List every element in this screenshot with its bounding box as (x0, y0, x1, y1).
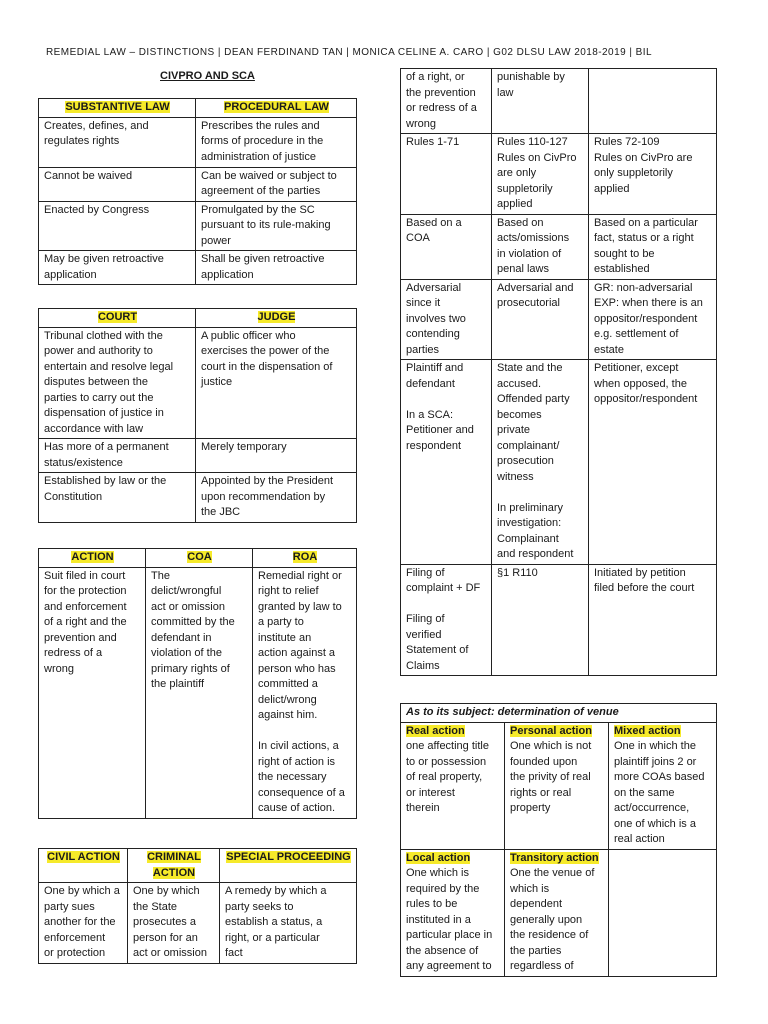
table-cell: Based on acts/omissions in violation of penal laws (492, 214, 589, 279)
label-mixed-action: Mixed action (614, 724, 681, 737)
table-cell: Based on a particular fact, status or a right sought to be established (589, 214, 717, 279)
table-cell: of a right, or the prevention or redress of a wrong (401, 69, 492, 134)
action-coa-roa-table (38, 548, 357, 819)
substantive-procedural-table (38, 98, 357, 285)
table-cell (609, 849, 717, 976)
table-row (401, 722, 717, 849)
table-cell: One by which the State prosecutes a person for an act or omission (128, 883, 220, 964)
table-cell: Established by law or the Constitution (39, 473, 196, 523)
header-criminal-action: CRIMINAL ACTION (147, 851, 201, 879)
table-cell: Promulgated by the SC pursuant to its rule-making power (196, 201, 357, 251)
header-substantive-law: SUBSTANTIVE LAW (65, 101, 170, 113)
header-court: COURT (97, 311, 138, 323)
table-cell: Cannot be waived (39, 167, 196, 201)
label-real-action: Real action (406, 724, 465, 737)
table-header-row (39, 99, 357, 118)
label-local-action: Local action (406, 851, 471, 864)
table-row (401, 360, 717, 565)
table-cell: Adversarial and prosecutorial (492, 279, 589, 360)
table-row (401, 564, 717, 676)
table-header-row (39, 549, 357, 568)
table-row (401, 214, 717, 279)
table-cell: Suit filed in court for the protection and enforcement of a right and the prevention and redress of a wrong (39, 567, 146, 818)
table-row (39, 883, 357, 964)
table-cell: One which is required by the rules to be instituted in a particular place in the absence of any agreement to (406, 867, 493, 972)
civil-criminal-special-table (38, 848, 357, 964)
table-cell: A remedy by which a party seeks to establish a status, a right, or a particular fact (220, 883, 357, 964)
table-row (39, 473, 357, 523)
table-cell: Plaintiff and defendant In a SCA: Petitioner and respondent (401, 360, 492, 565)
table-cell: Appointed by the President upon recommendation by the JBC (196, 473, 357, 523)
label-transitory-action: Transitory action (510, 851, 599, 864)
header-action: ACTION (71, 551, 114, 563)
table-cell: §1 R110 (492, 564, 589, 676)
table-cell: Tribunal clothed with the power and authority to entertain and resolve legal disputes between the parties to carry out the dispensation of justice in accordance with law (39, 327, 196, 439)
table-cell: Petitioner, except when opposed, the oppositor/respondent (589, 360, 717, 565)
table-cell: Prescribes the rules and forms of procedure in the administration of justice (196, 117, 357, 167)
table-cell: One in which the plaintiff joins 2 or more COAs based on the same act/occurrence, one of which is a real action (614, 740, 705, 845)
table-cell: punishable by law (492, 69, 589, 134)
table-row (39, 251, 357, 285)
label-personal-action: Personal action (510, 724, 592, 737)
table-row (39, 201, 357, 251)
table-cell: Based on a COA (401, 214, 492, 279)
table-cell: The delict/wrongful act or omission committed by the defendant in violation of the primary rights of the plaintiff (146, 567, 253, 818)
table-cell: Rules 110-127 Rules on CivPro are only suppletorily applied (492, 134, 589, 215)
table-cell: State and the accused. Offended party becomes private complainant/ prosecution witness In preliminary investigation: Complainant and respondent (492, 360, 589, 565)
table-cell: Rules 72-109 Rules on CivPro are only suppletorily applied (589, 134, 717, 215)
table-header-row (39, 309, 357, 328)
table-cell: One the venue of which is dependent generally upon the residence of the parties regardless of (510, 867, 595, 972)
table-cell: Adversarial since it involves two contending parties (401, 279, 492, 360)
table-row (39, 117, 357, 167)
header-procedural-law: PROCEDURAL LAW (224, 101, 329, 113)
table-cell: one affecting title to or possession of real property, or interest therein (406, 740, 489, 814)
venue-table (400, 703, 717, 977)
table-cell: May be given retroactive application (39, 251, 196, 285)
header-coa: COA (187, 551, 212, 563)
table-row (39, 327, 357, 439)
table-cell: Merely temporary (196, 439, 357, 473)
table-cell: Remedial right or right to relief granted by law to a party to institute an action against a person who has committed a delict/wrong against him. In civil actions, a right of action is the necessary consequence of a cause of action. (253, 567, 357, 818)
table-caption-row (401, 704, 717, 723)
table-header-row (39, 849, 357, 883)
header-civil-action: CIVIL ACTION (47, 851, 120, 863)
table-cell: GR: non-adversarial EXP: when there is an oppositor/respondent e.g. settlement of estate (589, 279, 717, 360)
header-judge: JUDGE (257, 311, 296, 323)
table-row (401, 849, 717, 976)
table-cell (589, 69, 717, 134)
section-title: CIVPRO AND SCA (160, 70, 255, 82)
page-header: REMEDIAL LAW – DISTINCTIONS | DEAN FERDINAND TAN | MONICA CELINE A. CARO | G02 DLSU LAW 2018-2019 | BIL (46, 47, 652, 58)
table-cell: A public officer who exercises the power of the court in the dispensation of justice (196, 327, 357, 439)
table-row (39, 439, 357, 473)
table-cell: Creates, defines, and regulates rights (39, 117, 196, 167)
table-row (401, 134, 717, 215)
civil-criminal-special-continued-table (400, 68, 717, 676)
table-cell: One which is not founded upon the privity of real rights or real property (510, 740, 592, 814)
table-cell: Enacted by Congress (39, 201, 196, 251)
table-row (401, 279, 717, 360)
table-cell: Initiated by petition filed before the court (589, 564, 717, 676)
court-judge-table (38, 308, 357, 523)
table-row (39, 567, 357, 818)
table-cell: Has more of a permanent status/existence (39, 439, 196, 473)
header-roa: ROA (292, 551, 318, 563)
table-cell: Filing of complaint + DF Filing of verified Statement of Claims (401, 564, 492, 676)
venue-caption: As to its subject: determination of venue (401, 704, 717, 723)
table-cell: Can be waived or subject to agreement of the parties (196, 167, 357, 201)
table-cell: Rules 1-71 (401, 134, 492, 215)
table-cell: Shall be given retroactive application (196, 251, 357, 285)
table-cell: One by which a party sues another for the enforcement or protection (39, 883, 128, 964)
header-special-proceeding: SPECIAL PROCEEDING (226, 851, 351, 863)
table-row (401, 69, 717, 134)
table-row (39, 167, 357, 201)
